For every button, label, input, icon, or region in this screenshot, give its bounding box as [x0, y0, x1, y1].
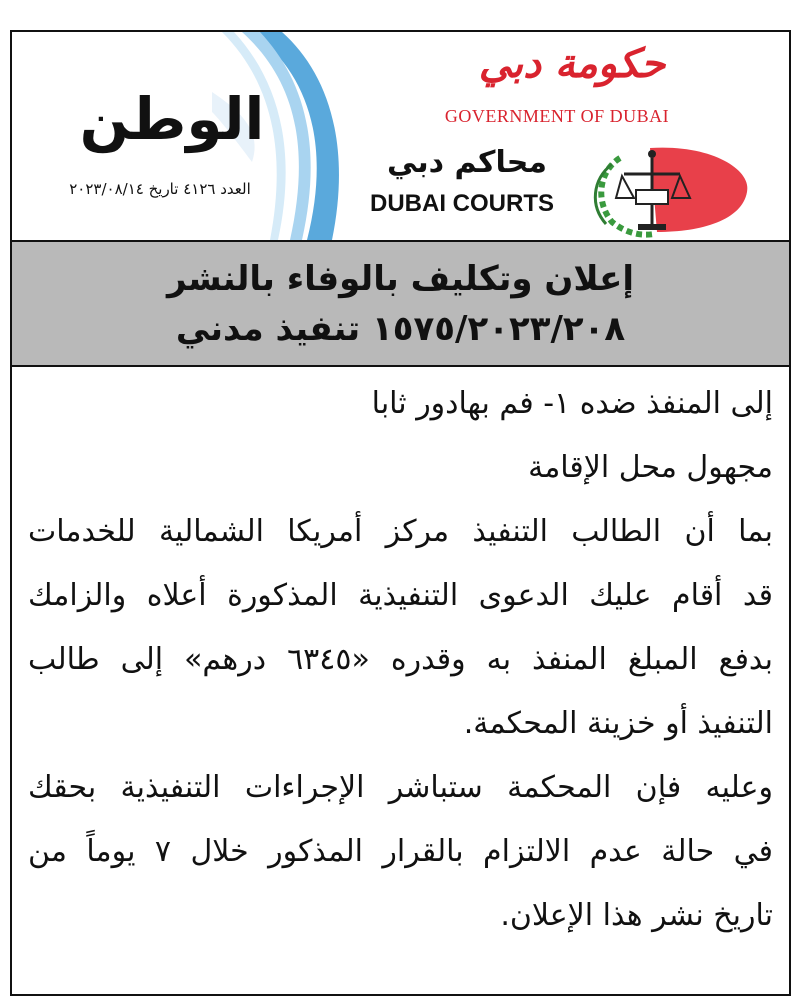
dubai-courts-emblem-icon: [572, 140, 752, 240]
notice-title-band: [12, 240, 789, 367]
notice-line: في حالة عدم الالتزام بالقرار المذكور خلال ٧ يوماً من: [28, 834, 773, 869]
newspaper-name: الوطن: [79, 85, 265, 153]
case-number: ١٥٧٥/٢٠٢٣/٢٠٨ تنفيذ مدني: [175, 309, 626, 349]
notice-line: بدفع المبلغ المنفذ به وقدره «٦٣٤٥ درهم» إلى طالب: [28, 642, 773, 677]
notice-line: إلى المنفذ ضده ١- فم بهادور ثابا: [371, 386, 773, 421]
issue-date-line: العدد ٤١٢٦ تاريخ ٢٠٢٣/٠٨/١٤: [69, 180, 251, 198]
notice-line: بما أن الطالب التنفيذ مركز أمريكا الشمالية للخدمات: [28, 514, 773, 549]
notice-line: تاريخ نشر هذا الإعلان.: [500, 898, 773, 933]
notice-line: مجهول محل الإقامة: [528, 450, 773, 485]
notice-title: إعلان وتكليف بالوفاء بالنشر: [166, 259, 635, 299]
notice-line: التنفيذ أو خزينة المحكمة.: [463, 706, 773, 741]
courts-english-label: DUBAI COURTS: [370, 190, 554, 217]
courts-arabic-label: محاكم دبي: [387, 145, 547, 180]
notice-line: قد أقام عليك الدعوى التنفيذية المذكورة أعلاه والزامك: [28, 578, 773, 613]
government-english-label: GOVERNMENT OF DUBAI: [444, 106, 670, 126]
header: [12, 32, 789, 240]
notice-body: [12, 372, 789, 948]
notice-frame: [10, 30, 791, 996]
government-arabic-logo: حكومة دبي: [478, 41, 666, 87]
notice-line: وعليه فإن المحكمة ستباشر الإجراءات التنفيذية بحقك: [28, 770, 773, 805]
